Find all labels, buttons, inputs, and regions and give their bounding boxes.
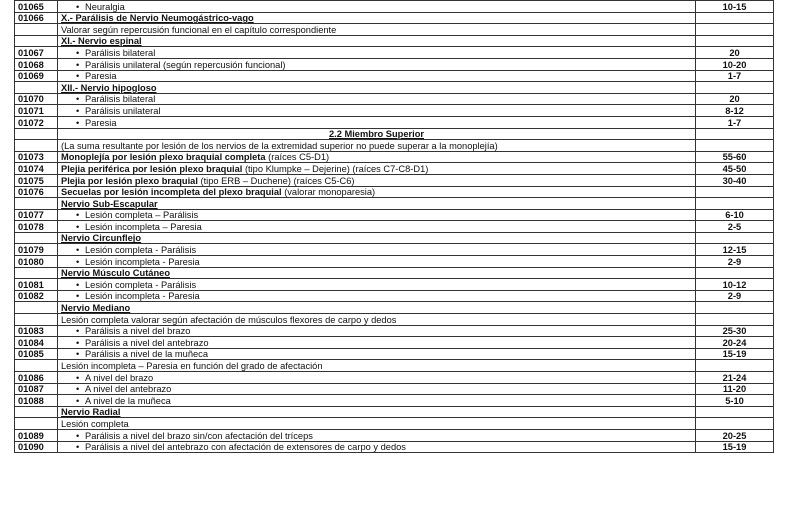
table-row	[15, 395, 774, 407]
table-row	[15, 12, 774, 24]
row-code: 01070	[15, 93, 58, 105]
row-description: • Paresia	[58, 70, 696, 82]
row-description: Nervio Circunflejo	[58, 232, 696, 244]
table-row	[15, 418, 774, 430]
row-description: • Parálisis unilateral (según repercusión funcional)	[58, 58, 696, 70]
row-description: Lesión completa	[58, 418, 696, 430]
row-value	[696, 418, 774, 430]
scale-table	[14, 0, 774, 453]
row-value: 21-24	[696, 372, 774, 384]
table-row	[15, 140, 774, 152]
row-value: 10-12	[696, 279, 774, 291]
table-row	[15, 383, 774, 395]
row-code: 01077	[15, 209, 58, 221]
row-value	[696, 35, 774, 47]
row-value	[696, 82, 774, 94]
row-code: 01084	[15, 337, 58, 349]
row-code: 01086	[15, 372, 58, 384]
row-value: 1-7	[696, 70, 774, 82]
row-value	[696, 232, 774, 244]
row-value	[696, 302, 774, 314]
row-code	[15, 198, 58, 210]
row-value	[696, 12, 774, 24]
row-description-rest: (tipo Klumpke – Dejerine) (raíces C7-C8-D1)	[242, 163, 429, 174]
table-row	[15, 116, 774, 128]
row-description: • Parálisis unilateral	[58, 105, 696, 117]
row-code	[15, 140, 58, 152]
table-row	[15, 70, 774, 82]
row-description: • Parálisis a nivel del brazo	[58, 325, 696, 337]
row-code: 01073	[15, 151, 58, 163]
row-description-rest: (valorar monoparesia)	[281, 187, 376, 198]
row-code: 01087	[15, 383, 58, 395]
table-row	[15, 441, 774, 453]
row-value: 11-20	[696, 383, 774, 395]
row-description: • Paresia	[58, 116, 696, 128]
row-value: 8-12	[696, 105, 774, 117]
table-row	[15, 198, 774, 210]
row-value: 6-10	[696, 209, 774, 221]
row-description: XI.- Nervio espinal	[58, 35, 696, 47]
row-description: • Parálisis a nivel de la muñeca	[58, 348, 696, 360]
row-value: 15-19	[696, 348, 774, 360]
table-row	[15, 302, 774, 314]
row-description-bold: Monoplejía por lesión plexo braquial completa	[61, 152, 266, 163]
row-code: 01089	[15, 429, 58, 441]
row-description: • A nivel de la muñeca	[58, 395, 696, 407]
row-code	[15, 406, 58, 418]
row-value: 12-15	[696, 244, 774, 256]
table-row	[15, 279, 774, 291]
table-row	[15, 232, 774, 244]
row-code: 01081	[15, 279, 58, 291]
table-row	[15, 325, 774, 337]
row-description: • Lesión incompleta – Paresia	[58, 221, 696, 233]
row-value: 2-5	[696, 221, 774, 233]
table-row	[15, 209, 774, 221]
table-row	[15, 35, 774, 47]
table-body	[15, 1, 774, 453]
row-value	[696, 406, 774, 418]
row-description: • Lesión completa - Parálisis	[58, 244, 696, 256]
row-value: 25-30	[696, 325, 774, 337]
row-value: 30-40	[696, 174, 774, 186]
row-value: 15-19	[696, 441, 774, 453]
row-value: 45-50	[696, 163, 774, 175]
row-value	[696, 128, 774, 140]
row-code: 01069	[15, 70, 58, 82]
row-description: Nervio Mediano	[58, 302, 696, 314]
row-code	[15, 418, 58, 430]
row-value: 10-20	[696, 58, 774, 70]
table-row	[15, 24, 774, 36]
row-value: 20-25	[696, 429, 774, 441]
row-description-bold: Secuelas por lesión incompleta del plexo braquial	[61, 187, 282, 198]
table-row	[15, 348, 774, 360]
table-row	[15, 429, 774, 441]
row-description: (La suma resultante por lesión de los nervios de la extremidad superior no puede superar a la monoplejía)	[58, 140, 696, 152]
row-description-rest: (tipo ERB – Duchene) (raíces C5-C6)	[197, 175, 355, 186]
table-row	[15, 163, 774, 175]
row-code	[15, 82, 58, 94]
table-row	[15, 1, 774, 13]
row-code: 01067	[15, 47, 58, 59]
row-description: Nervio Músculo Cutáneo	[58, 267, 696, 279]
row-value: 55-60	[696, 151, 774, 163]
row-code: 01080	[15, 256, 58, 268]
row-code: 01075	[15, 174, 58, 186]
row-description: • Parálisis bilateral	[58, 47, 696, 59]
table-row	[15, 151, 774, 163]
row-code	[15, 35, 58, 47]
table-row	[15, 174, 774, 186]
row-code: 01083	[15, 325, 58, 337]
table-row	[15, 372, 774, 384]
row-description	[58, 163, 696, 175]
row-description: 2.2 Miembro Superior	[58, 128, 696, 140]
table-row	[15, 244, 774, 256]
row-description	[58, 186, 696, 198]
table-row	[15, 314, 774, 326]
table-row	[15, 267, 774, 279]
row-code: 01079	[15, 244, 58, 256]
row-value: 20	[696, 93, 774, 105]
row-value	[696, 314, 774, 326]
row-code: 01090	[15, 441, 58, 453]
row-description-rest: (raíces C5-D1)	[265, 152, 330, 163]
row-description: • Parálisis a nivel del brazo sin/con afectación del tríceps	[58, 429, 696, 441]
table-row	[15, 58, 774, 70]
row-description: XII.- Nervio hipogloso	[58, 82, 696, 94]
row-code	[15, 302, 58, 314]
row-code	[15, 24, 58, 36]
row-description: • A nivel del brazo	[58, 372, 696, 384]
row-description	[58, 151, 696, 163]
table-row	[15, 82, 774, 94]
table-row	[15, 186, 774, 198]
row-code: 01068	[15, 58, 58, 70]
table-row	[15, 128, 774, 140]
table-row	[15, 337, 774, 349]
row-code: 01088	[15, 395, 58, 407]
table-row	[15, 93, 774, 105]
row-description: • A nivel del antebrazo	[58, 383, 696, 395]
row-code: 01065	[15, 1, 58, 13]
row-value: 10-15	[696, 1, 774, 13]
row-code: 01076	[15, 186, 58, 198]
row-value: 20-24	[696, 337, 774, 349]
table-row	[15, 256, 774, 268]
row-description: Nervio Sub-Escapular	[58, 198, 696, 210]
row-value	[696, 360, 774, 372]
row-value: 5-10	[696, 395, 774, 407]
table-row	[15, 360, 774, 372]
row-description: • Lesión incompleta - Paresia	[58, 256, 696, 268]
row-value	[696, 186, 774, 198]
row-code	[15, 128, 58, 140]
row-code	[15, 314, 58, 326]
table-row	[15, 406, 774, 418]
row-value: 1-7	[696, 116, 774, 128]
row-description: • Lesión completa - Parálisis	[58, 279, 696, 291]
row-value	[696, 24, 774, 36]
row-description: • Parálisis a nivel del antebrazo	[58, 337, 696, 349]
table-row	[15, 221, 774, 233]
row-description: Lesión completa valorar según afectación de músculos flexores de carpo y dedos	[58, 314, 696, 326]
table-row	[15, 47, 774, 59]
row-code: 01085	[15, 348, 58, 360]
table-row	[15, 290, 774, 302]
row-description: Valorar según repercusión funcional en el capítulo correspondiente	[58, 24, 696, 36]
row-value	[696, 267, 774, 279]
row-description: Nervio Radial	[58, 406, 696, 418]
row-code	[15, 232, 58, 244]
row-description: • Parálisis bilateral	[58, 93, 696, 105]
row-value: 2-9	[696, 290, 774, 302]
row-code	[15, 267, 58, 279]
row-description-bold: Plejia periférica por lesión plexo braquial	[61, 163, 243, 174]
row-code: 01066	[15, 12, 58, 24]
row-value	[696, 198, 774, 210]
table-row	[15, 105, 774, 117]
row-description: • Lesión incompleta - Paresia	[58, 290, 696, 302]
row-code: 01074	[15, 163, 58, 175]
row-value: 20	[696, 47, 774, 59]
row-description: • Neuralgia	[58, 1, 696, 13]
row-code	[15, 360, 58, 372]
row-description: • Lesión completa – Parálisis	[58, 209, 696, 221]
row-code: 01082	[15, 290, 58, 302]
row-description	[58, 174, 696, 186]
row-description: X.- Parálisis de Nervio Neumogástrico-vago	[58, 12, 696, 24]
row-description: Lesión incompleta – Paresia en función del grado de afectación	[58, 360, 696, 372]
row-value: 2-9	[696, 256, 774, 268]
row-code: 01072	[15, 116, 58, 128]
row-description-bold: Plejia por lesión plexo braquial	[61, 175, 198, 186]
row-code: 01071	[15, 105, 58, 117]
row-description: • Parálisis a nivel del antebrazo con afectación de extensores de carpo y dedos	[58, 441, 696, 453]
row-value	[696, 140, 774, 152]
row-code: 01078	[15, 221, 58, 233]
